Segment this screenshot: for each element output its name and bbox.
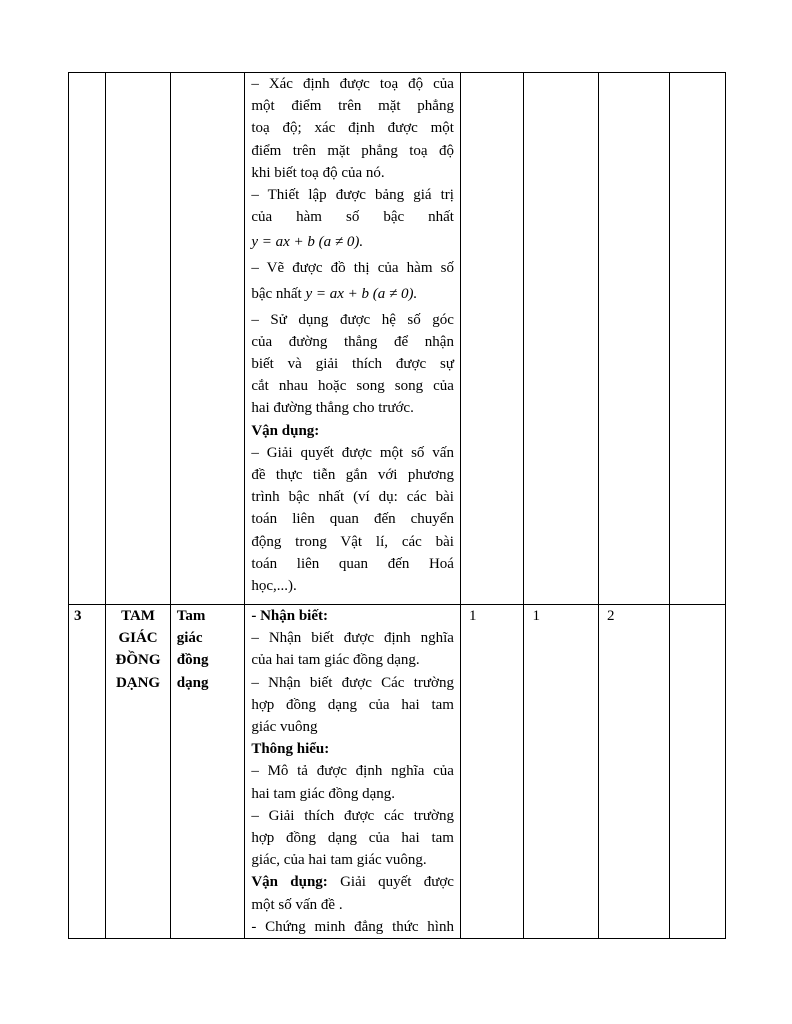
cell-topic xyxy=(106,73,170,605)
cell-topic xyxy=(106,605,170,939)
formula-linear-function: y = ax + b (a ≠ 0). xyxy=(251,234,364,251)
topic-line: DẠNG xyxy=(115,674,161,691)
cell-number xyxy=(69,73,106,605)
cell-high-apply-count xyxy=(669,605,725,939)
desc-line: giác, của hai tam giác vuông. xyxy=(251,852,427,869)
desc-line: học,...). xyxy=(251,578,297,595)
topic-line: GIÁC xyxy=(118,630,158,647)
desc-line: – Nhận biết được Các trường xyxy=(251,674,454,691)
unit-line: giác xyxy=(176,630,203,647)
desc-line: điểm trên mặt phẳng toạ độ xyxy=(251,142,454,159)
desc-line: hợp đồng dạng của hai tam xyxy=(251,696,454,713)
cell-number xyxy=(69,605,106,939)
cell-description xyxy=(245,73,461,605)
cell-understand-count xyxy=(524,605,599,939)
desc-line: động trong Vật lí, các bài xyxy=(251,533,454,550)
cell-understand-count xyxy=(524,73,599,605)
cell-recognize-count xyxy=(460,73,523,605)
desc-line: toán liên quan đến chuyển xyxy=(251,511,454,528)
desc-line: hai đường thẳng cho trước. xyxy=(251,400,414,417)
desc-line: một số vấn đề . xyxy=(251,896,343,913)
table-row xyxy=(69,605,726,939)
description-block xyxy=(245,73,460,597)
desc-line: – Xác định được toạ độ của xyxy=(251,76,454,92)
desc-line: – Giải thích được các trường xyxy=(251,807,454,824)
cell-recognize-count xyxy=(460,605,523,939)
table-row xyxy=(69,73,726,605)
unit-line: Tam xyxy=(176,608,206,624)
topic-line: ĐỒNG xyxy=(115,652,161,669)
desc-line: trình bậc nhất (ví dụ: các bài xyxy=(251,489,454,506)
desc-text: Giải quyết được xyxy=(327,874,454,891)
cell-high-apply-count xyxy=(669,73,725,605)
cell-unit xyxy=(170,605,245,939)
desc-line: một điểm trên mặt phẳng xyxy=(251,98,454,115)
desc-line: khi biết toạ độ của nó. xyxy=(251,164,385,181)
desc-line: toạ độ; xác định được một xyxy=(251,120,454,137)
desc-line: toán liên quan đến Hoá xyxy=(251,555,454,572)
desc-line: đề thực tiễn gắn với phương xyxy=(251,467,454,484)
recognize-count: 1 xyxy=(468,608,477,624)
apply-count: 2 xyxy=(607,608,615,624)
desc-line: – Thiết lập được bảng giá trị xyxy=(251,187,454,204)
desc-line: của hàm số bậc nhất xyxy=(251,209,454,226)
matrix-table xyxy=(68,72,726,939)
desc-line: – Sử dụng được hệ số góc xyxy=(251,311,454,328)
cell-apply-count xyxy=(599,605,670,939)
cell-unit xyxy=(170,73,245,605)
desc-line: – Vẽ được đồ thị của hàm số xyxy=(251,260,454,277)
cell-description xyxy=(245,605,461,939)
desc-line: – Giải quyết được một số vấn xyxy=(251,444,454,461)
desc-line: hợp đồng dạng của hai tam xyxy=(251,830,454,847)
desc-line: của đường thẳng để nhận xyxy=(251,333,454,350)
topic-title xyxy=(106,605,169,694)
cell-apply-count xyxy=(599,73,670,605)
desc-line: của hai tam giác đồng dạng. xyxy=(251,652,420,669)
desc-line xyxy=(251,871,454,893)
section-heading-apply: Vận dụng: xyxy=(251,422,320,439)
desc-text: bậc nhất xyxy=(251,285,306,302)
row-number: 3 xyxy=(74,608,82,624)
understand-count: 1 xyxy=(532,608,540,624)
desc-line: biết và giải thích được sự xyxy=(251,356,454,373)
desc-line-with-formula xyxy=(251,280,454,309)
desc-line: cắt nhau hoặc song song của xyxy=(251,378,454,395)
unit-line: đồng xyxy=(176,652,209,669)
unit-line: dạng xyxy=(176,674,209,691)
desc-line: – Mô tả được định nghĩa của xyxy=(251,763,454,780)
formula-linear-function: y = ax + b (a ≠ 0). xyxy=(305,285,418,302)
section-heading-understand: Thông hiểu: xyxy=(251,741,330,758)
unit-title xyxy=(171,605,245,694)
desc-line: – Nhận biết được định nghĩa xyxy=(251,630,454,647)
desc-line: - Chứng minh đẳng thức hình xyxy=(251,918,454,935)
description-block xyxy=(245,605,460,938)
desc-line: giác vuông xyxy=(251,719,318,736)
desc-line: hai tam giác đồng dạng. xyxy=(251,785,396,802)
topic-line: TAM xyxy=(121,608,155,624)
section-heading-apply: Vận dụng: xyxy=(251,874,328,891)
section-heading-recognize: - Nhận biết: xyxy=(251,608,328,624)
